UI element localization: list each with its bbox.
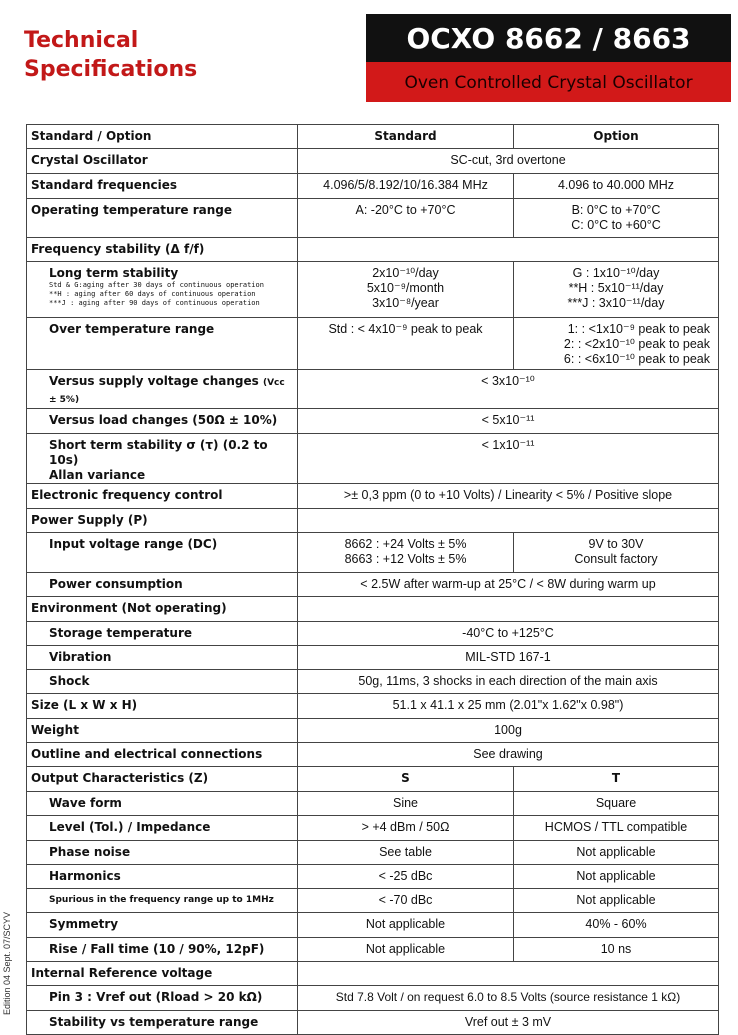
table-row: [27, 533, 719, 573]
value-line: ***J : 3x10⁻¹¹/day: [567, 296, 665, 310]
value-line: Consult factory: [574, 552, 658, 566]
row-label: Size (L x W x H): [27, 694, 298, 719]
standard-value: [298, 533, 514, 573]
section-label: Environment (Not operating): [27, 597, 298, 622]
row-value: SC-cut, 3rd overtone: [298, 149, 719, 174]
s-value: See table: [298, 841, 514, 865]
table-row: [27, 622, 719, 646]
supply-label: Versus supply voltage changes: [49, 374, 259, 388]
table-row: [27, 149, 719, 174]
t-value: Not applicable: [514, 841, 719, 865]
page-title: [24, 26, 197, 84]
product-banner: [366, 14, 731, 102]
row-label: Pin 3 : Vref out (Rload > 20 kΩ): [27, 986, 298, 1011]
option-value: [514, 533, 719, 573]
table-row: [27, 318, 719, 370]
table-row: [27, 889, 719, 913]
section-label: Output Characteristics (Z): [27, 767, 298, 792]
row-label: [27, 262, 298, 318]
row-label: Stability vs temperature range: [27, 1011, 298, 1035]
table-row: [27, 484, 719, 509]
table-row: [27, 199, 719, 238]
row-label: Over temperature range: [27, 318, 298, 370]
long-term-note: ***J : aging after 90 days of continuous operation: [49, 299, 260, 307]
value-line: 3x10⁻⁸/year: [372, 296, 439, 310]
table-row: [27, 509, 719, 533]
row-label: Wave form: [27, 792, 298, 816]
row-value: -40°C to +125°C: [298, 622, 719, 646]
row-label: Standard frequencies: [27, 174, 298, 199]
table-row: [27, 409, 719, 434]
t-value: 40% - 60%: [514, 913, 719, 938]
row-label: Shock: [27, 670, 298, 694]
long-term-label: Long term stability: [49, 266, 179, 280]
s-value: Sine: [298, 792, 514, 816]
table-row: [27, 262, 719, 318]
table-row: [27, 1011, 719, 1035]
row-label: Input voltage range (DC): [27, 533, 298, 573]
s-value: < -25 dBc: [298, 865, 514, 889]
long-term-note: Std & G:aging after 30 days of continuous operation: [49, 281, 264, 289]
row-value: >± 0,3 ppm (0 to +10 Volts) / Linearity < 5% / Positive slope: [298, 484, 719, 509]
long-term-note: **H : aging after 60 days of continuous operation: [49, 290, 256, 298]
table-row: [27, 913, 719, 938]
value-line: **H : 5x10⁻¹¹/day: [568, 281, 664, 295]
table-row: [27, 174, 719, 199]
row-value: Vref out ± 3 mV: [298, 1011, 719, 1035]
table-row: [27, 792, 719, 816]
output-t-header: T: [514, 767, 719, 792]
label-line: Short term stability σ (τ) (0.2 to 10s): [49, 438, 268, 467]
table-row: [27, 816, 719, 841]
row-value: < 2.5W after warm-up at 25°C / < 8W during warm up: [298, 573, 719, 597]
value-line: 2x10⁻¹⁰/day: [372, 266, 439, 280]
value-line: 8663 : +12 Volts ± 5%: [344, 552, 467, 566]
row-label: Symmetry: [27, 913, 298, 938]
section-label: Internal Reference voltage: [27, 962, 298, 986]
section-label: Power Supply (P): [27, 509, 298, 533]
header-standard-cell: Standard: [298, 125, 514, 149]
option-value: [514, 262, 719, 318]
table-row: [27, 743, 719, 767]
row-label: Operating temperature range: [27, 199, 298, 238]
table-row: [27, 865, 719, 889]
table-row: [27, 719, 719, 743]
row-label: Spurious in the frequency range up to 1MHz: [27, 889, 298, 913]
table-row: [27, 573, 719, 597]
standard-value: Std : < 4x10⁻⁹ peak to peak: [298, 318, 514, 370]
row-label: Storage temperature: [27, 622, 298, 646]
row-value: See drawing: [298, 743, 719, 767]
table-row: [27, 841, 719, 865]
row-label: [27, 434, 298, 484]
row-label: Phase noise: [27, 841, 298, 865]
title-line-1: Technical: [24, 28, 139, 53]
row-value: < 1x10⁻¹¹: [298, 434, 719, 484]
table-row: [27, 694, 719, 719]
option-value: 4.096 to 40.000 MHz: [514, 174, 719, 199]
t-value: Square: [514, 792, 719, 816]
row-label: Weight: [27, 719, 298, 743]
row-value: 50g, 11ms, 3 shocks in each direction of the main axis: [298, 670, 719, 694]
standard-value: 4.096/5/8.192/10/16.384 MHz: [298, 174, 514, 199]
title-line-2: Specifications: [24, 57, 198, 82]
row-label: Vibration: [27, 646, 298, 670]
empty-cell: [298, 597, 719, 622]
table-row: [27, 646, 719, 670]
supply-label-small: (Vcc ± 5%): [49, 378, 285, 405]
value-line: 2: : <2x10⁻¹⁰ peak to peak: [563, 337, 710, 351]
label-line: Allan variance: [49, 468, 146, 482]
spec-table: [26, 124, 719, 1035]
row-value: 100g: [298, 719, 719, 743]
s-value: Not applicable: [298, 913, 514, 938]
option-value: [514, 199, 719, 238]
standard-value: A: -20°C to +70°C: [298, 199, 514, 238]
s-value: < -70 dBc: [298, 889, 514, 913]
table-row: [27, 938, 719, 962]
row-value: Std 7.8 Volt / on request 6.0 to 8.5 Volts (source resistance 1 kΩ): [298, 986, 719, 1011]
empty-cell: [298, 962, 719, 986]
table-row: [27, 238, 719, 262]
table-row: [27, 767, 719, 792]
row-label: Outline and electrical connections: [27, 743, 298, 767]
row-label: [27, 370, 298, 409]
empty-cell: [298, 238, 719, 262]
s-value: Not applicable: [298, 938, 514, 962]
row-label: Level (Tol.) / Impedance: [27, 816, 298, 841]
row-value: MIL-STD 167-1: [298, 646, 719, 670]
table-row: [27, 597, 719, 622]
table-header-row: [27, 125, 719, 149]
table-row: [27, 370, 719, 409]
option-value: [514, 318, 719, 370]
row-label: Power consumption: [27, 573, 298, 597]
empty-cell: [298, 509, 719, 533]
row-label: Crystal Oscillator: [27, 149, 298, 174]
s-value: > +4 dBm / 50Ω: [298, 816, 514, 841]
header-label-cell: Standard / Option: [27, 125, 298, 149]
section-label: Frequency stability (Δ f/f): [27, 238, 298, 262]
option-line: C: 0°C to +60°C: [571, 218, 661, 232]
table-row: [27, 434, 719, 484]
table-row: [27, 986, 719, 1011]
row-label: Electronic frequency control: [27, 484, 298, 509]
row-label: Harmonics: [27, 865, 298, 889]
value-line: 8662 : +24 Volts ± 5%: [344, 537, 467, 551]
row-value: < 5x10⁻¹¹: [298, 409, 719, 434]
header-option-cell: Option: [514, 125, 719, 149]
value-line: G : 1x10⁻¹⁰/day: [572, 266, 660, 280]
edition-note: Edition 04 Sept. 07/SCYV: [2, 911, 12, 1015]
t-value: 10 ns: [514, 938, 719, 962]
t-value: Not applicable: [514, 865, 719, 889]
output-s-header: S: [298, 767, 514, 792]
value-line: 5x10⁻⁹/month: [366, 281, 445, 295]
t-value: HCMOS / TTL compatible: [514, 816, 719, 841]
row-value: 51.1 x 41.1 x 25 mm (2.01"x 1.62"x 0.98"): [298, 694, 719, 719]
product-name: OCXO 8662 / 8663: [366, 14, 731, 62]
value-line: 6: : <6x10⁻¹⁰ peak to peak: [563, 352, 710, 366]
value-line: 1: : <1x10⁻⁹ peak to peak: [567, 322, 710, 336]
t-value: Not applicable: [514, 889, 719, 913]
row-value: < 3x10⁻¹⁰: [298, 370, 719, 409]
standard-value: [298, 262, 514, 318]
table-row: [27, 670, 719, 694]
table-row: [27, 962, 719, 986]
row-label: Versus load changes (50Ω ± 10%): [27, 409, 298, 434]
row-label: Rise / Fall time (10 / 90%, 12pF): [27, 938, 298, 962]
option-line: B: 0°C to +70°C: [571, 203, 661, 217]
product-subtitle: Oven Controlled Crystal Oscillator: [366, 62, 731, 102]
value-line: 9V to 30V: [588, 537, 644, 551]
